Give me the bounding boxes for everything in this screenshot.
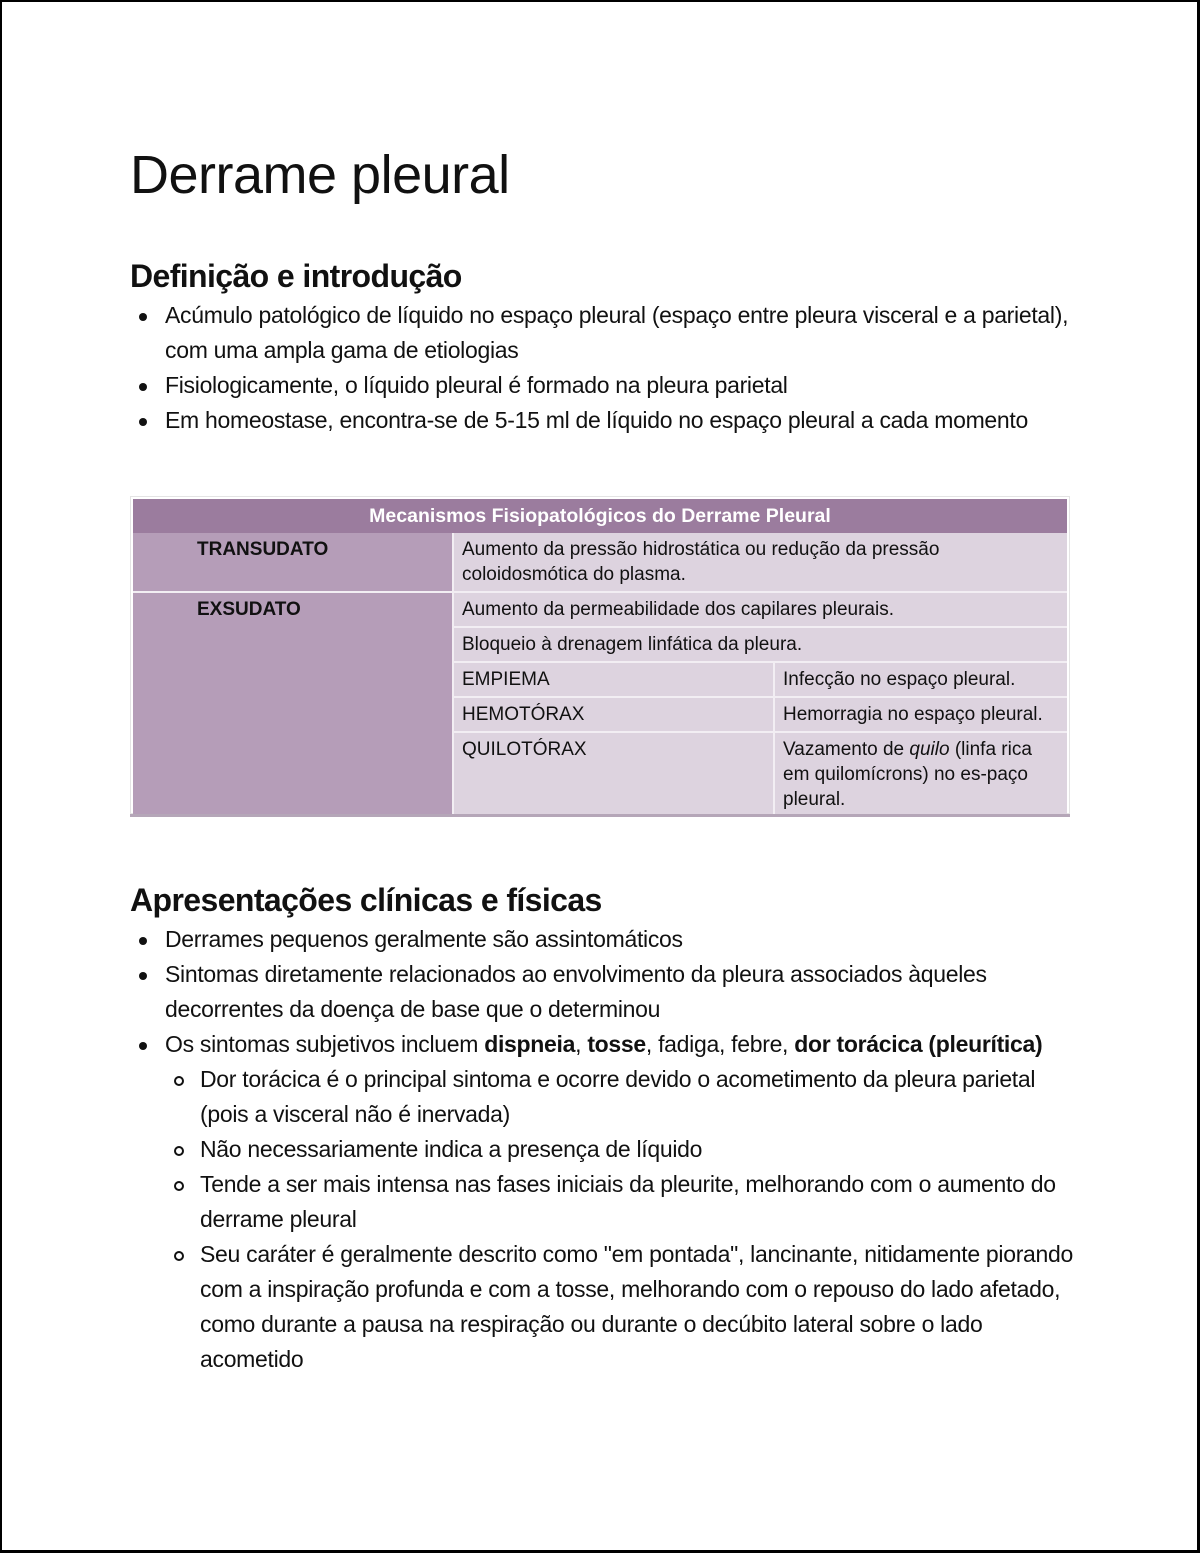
list-item: Fisiologicamente, o líquido pleural é formado na pleura parietal — [130, 368, 1080, 403]
subtype-name: EMPIEMA — [454, 661, 775, 696]
table-header-row — [133, 499, 1067, 533]
transudato-description: Aumento da pressão hidrostática ou redução da pressão coloidosmótica do plasma. — [454, 533, 1067, 591]
bullet-icon — [139, 313, 147, 321]
symptoms-sub-list — [165, 1062, 1080, 1377]
page-title: Derrame pleural — [130, 145, 510, 205]
subtype-description: Hemorragia no espaço pleural. — [775, 696, 1067, 731]
section-heading-apresentacoes: Apresentações clínicas e físicas — [130, 882, 602, 918]
transudato-label: TRANSUDATO — [133, 533, 454, 591]
exsudato-mechanism: Aumento da permeabilidade dos capilares pleurais. — [454, 591, 1067, 626]
definition-bullet-list — [130, 298, 1080, 438]
clinical-bullet-list — [130, 922, 1080, 1377]
bullet-icon — [139, 937, 147, 945]
subtype-name: QUILOTÓRAX — [454, 731, 775, 816]
bullet-icon — [139, 383, 147, 391]
section-heading-definicao: Definição e introdução — [130, 258, 462, 294]
hollow-bullet-icon — [174, 1251, 184, 1261]
bullet-icon — [139, 418, 147, 426]
sub-list-item: Seu caráter é geralmente descrito como "em pontada", lancinante, nitidamente piorando com a inspiração profunda e com a tosse, melhorando com o repouso do lado afetado, como durante a pausa na respiração ou durante o decúbito lateral sobre o lado acometido — [165, 1237, 1080, 1377]
subtype-description: Vazamento de quilo (linfa rica em quilomícrons) no es-paço pleural. — [775, 731, 1067, 816]
subtype-name: HEMOTÓRAX — [454, 696, 775, 731]
exsudato-mechanism: Bloqueio à drenagem linfática da pleura. — [454, 626, 1067, 661]
sub-list-item: Dor torácica é o principal sintoma e ocorre devido o acometimento da pleura parietal (pois a visceral não é inervada) — [165, 1062, 1080, 1132]
hollow-bullet-icon — [174, 1146, 184, 1156]
bullet-icon — [139, 972, 147, 980]
subtype-description: Infecção no espaço pleural. — [775, 661, 1067, 696]
list-item: Em homeostase, encontra-se de 5-15 ml de líquido no espaço pleural a cada momento — [130, 403, 1080, 438]
bullet-icon — [139, 1042, 147, 1050]
table-title: Mecanismos Fisiopatológicos do Derrame Pleural — [133, 499, 1067, 533]
table-row — [133, 591, 1067, 626]
hollow-bullet-icon — [174, 1076, 184, 1086]
clinical-section — [130, 880, 1080, 1377]
hollow-bullet-icon — [174, 1181, 184, 1191]
mechanisms-table — [133, 499, 1067, 816]
mechanisms-table-figure — [130, 496, 1070, 814]
list-item: Acúmulo patológico de líquido no espaço pleural (espaço entre pleura visceral e a parietal), com uma ampla gama de etiologias — [130, 298, 1080, 368]
table-row — [133, 533, 1067, 591]
list-item: Sintomas diretamente relacionados ao envolvimento da pleura associados àqueles decorrentes da doença de base que o determinou — [130, 957, 1080, 1027]
list-item: Derrames pequenos geralmente são assintomáticos — [130, 922, 1080, 957]
sub-list-item: Não necessariamente indica a presença de líquido — [165, 1132, 1080, 1167]
exsudato-label: EXSUDATO — [133, 591, 454, 816]
document-body — [130, 140, 1080, 438]
sub-list-item: Tende a ser mais intensa nas fases iniciais da pleurite, melhorando com o aumento do derrame pleural — [165, 1167, 1080, 1237]
list-item: Os sintomas subjetivos incluem dispneia, tosse, fadiga, febre, dor torácica (pleurítica) Dor torácica é o principal sintoma e ocorre devido o acometimento da pleura parietal (pois a visceral não é inervada) Não necessariamente indica a presença de líquido Tende a ser mais intensa nas fases iniciais da pleurite, melhorando com o aumento do derrame pleural Seu caráter é geralmente descrito como "em pontada", lancinante, nitidamente piorando com a inspiração profunda e com a tosse, melhorando com o repouso do lado afetado, como durante a pausa na respiração ou durante o decúbito lateral sobre o lado acometido — [130, 1027, 1080, 1377]
